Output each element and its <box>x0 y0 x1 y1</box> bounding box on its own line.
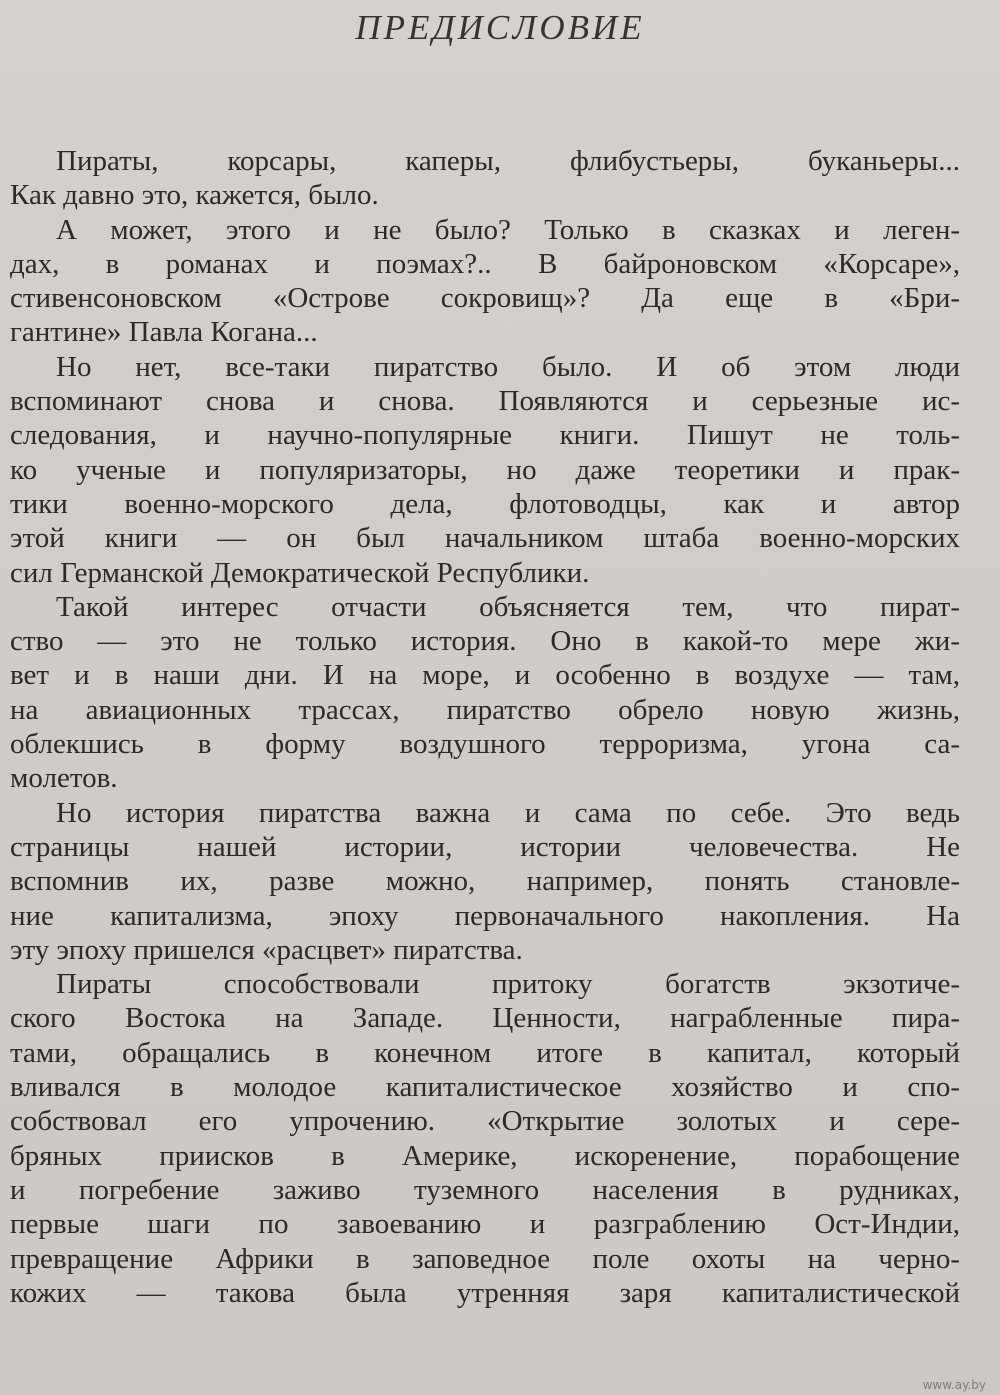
text-line: Пираты, корсары, каперы, флибустьеры, буканьеры... <box>56 145 960 177</box>
page-title: ПРЕДИСЛОВИЕ <box>355 8 645 47</box>
text-line: Но нет, все-таки пиратство было. И об этом люди <box>56 350 960 383</box>
text-line: ство — это не только история. Оно в какой-то мере жи- <box>10 625 960 658</box>
text-line: молетов. <box>10 762 118 795</box>
watermark: www.ay.by <box>922 1378 986 1392</box>
text-line: ского Востока на Западе. Ценности, награбленные пира- <box>10 1002 960 1035</box>
text-line: А может, этого и не было? Только в сказках и леген- <box>56 213 960 246</box>
text-line: следования, и научно-популярные книги. Пишут не толь- <box>10 419 960 452</box>
text-line: сил Германской Демократической Республики. <box>10 556 590 589</box>
text-line: дах, в романах и поэмах?.. В байроновском «Корсаре», <box>10 247 960 280</box>
text-line: эту эпоху пришелся «расцвет» пиратства. <box>10 933 523 966</box>
text-line: этой книги — он был начальником штаба военно-морских <box>10 522 960 555</box>
text-line: Но история пиратства важна и сама по себе. Это ведь <box>56 796 960 829</box>
body-text <box>10 144 960 1310</box>
text-line: Как давно это, кажется, было. <box>10 179 379 212</box>
text-line: Такой интерес отчасти объясняется тем, что пират- <box>56 590 960 623</box>
text-line: вливался в молодое капиталистическое хозяйство и спо- <box>10 1071 960 1104</box>
text-line: вет и в наши дни. И на море, и особенно в воздухе — там, <box>10 659 960 692</box>
text-line: вспомнив их, разве можно, например, понять становле- <box>10 865 960 898</box>
text-line: вспоминают снова и снова. Появляются и серьезные ис- <box>10 385 960 418</box>
text-line: тики военно-морского дела, флотоводцы, как и автор <box>10 487 960 520</box>
text-line: бряных приисков в Америке, искоренение, порабощение <box>10 1139 960 1172</box>
text-line: первые шаги по завоеванию и разграблению Ост-Индии, <box>10 1208 960 1241</box>
text-line: стивенсоновском «Острове сокровищ»? Да еще в «Бри- <box>10 282 960 315</box>
text-line: собствовал его упрочению. «Открытие золотых и сере- <box>10 1105 960 1138</box>
text-line: кожих — такова была утренняя заря капиталистической <box>10 1276 960 1309</box>
text-line: и погребение заживо туземного населения в рудниках, <box>10 1173 960 1206</box>
text-line: Пираты способствовали притоку богатств экзотиче- <box>56 968 960 1001</box>
text-line: ние капитализма, эпоху первоначального накопления. На <box>10 899 960 932</box>
text-line: превращение Африки в заповедное поле охоты на черно- <box>10 1242 960 1275</box>
text-line: ко ученые и популяризаторы, но даже теоретики и прак- <box>10 453 960 486</box>
text-line: на авиационных трассах, пиратство обрело новую жизнь, <box>10 693 960 726</box>
text-line: страницы нашей истории, истории человечества. Не <box>10 830 960 863</box>
text-line: тами, обращались в конечном итоге в капитал, который <box>10 1036 960 1069</box>
text-line: гантине» Павла Когана... <box>10 316 318 349</box>
text-line: облекшись в форму воздушного терроризма, угона са- <box>10 728 960 761</box>
